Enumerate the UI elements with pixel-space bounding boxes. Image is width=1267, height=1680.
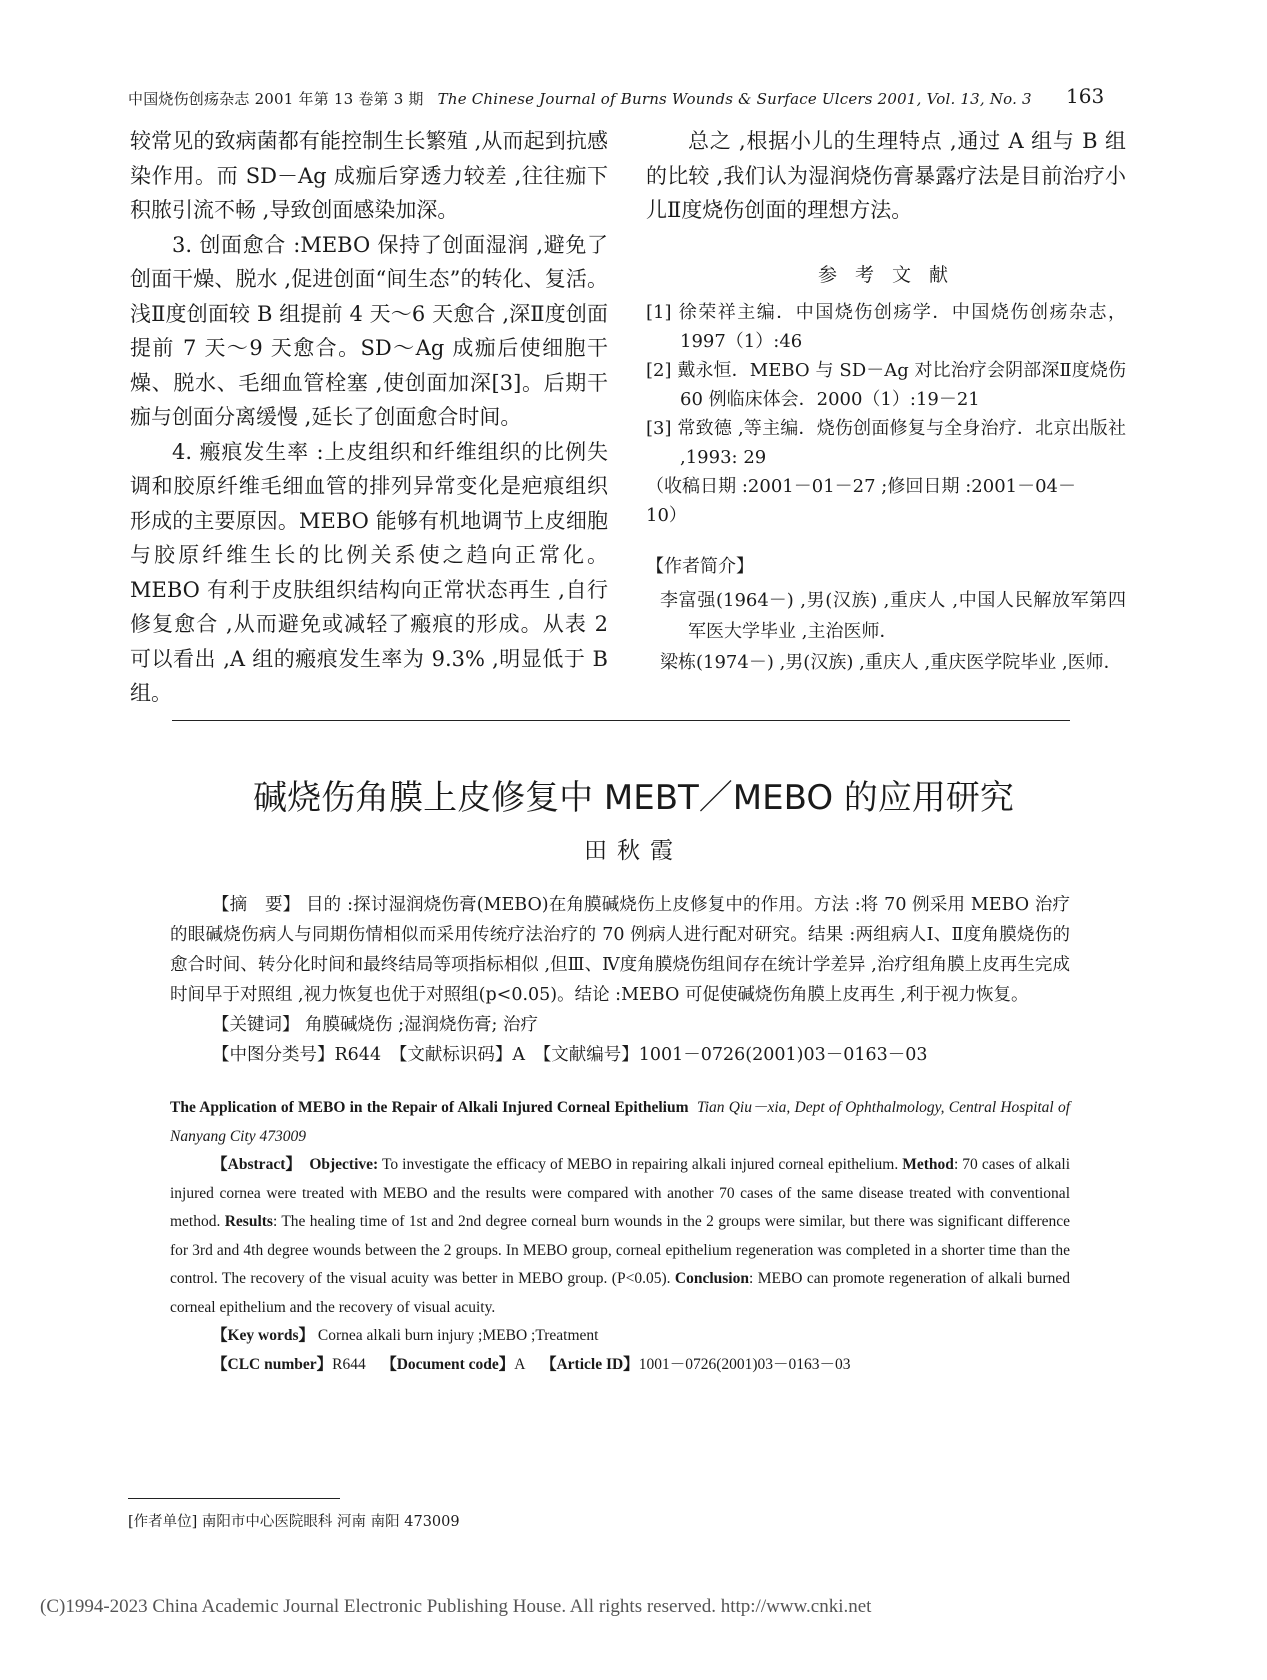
article-id-label: 【Article ID】 — [540, 1355, 639, 1373]
received-dates: （收稿日期 :2001－01－27 ;修回日期 :2001－04－10） — [646, 476, 1076, 526]
keywords-label-en: 【Key words】 — [212, 1327, 315, 1344]
conclusion-text: : MEBO can promote regeneration of alkali burned corneal epithelium and the recovery of visual acuity. — [170, 1270, 1070, 1316]
journal-name-en: The Chinese Journal of Burns Wounds & Surface Ulcers 2001, Vol. 13, No. 3 — [437, 90, 1032, 108]
left-column — [130, 124, 608, 711]
copyright-watermark: (C)1994-2023 China Academic Journal Electronic Publishing House. All rights reserved. http://www.cnki.net — [40, 1596, 872, 1617]
running-header — [128, 88, 1032, 109]
body-paragraph: 较常见的致病菌都有能控制生长繁殖 ,从而起到抗感染作用。而 SD－Ag 成痂后穿透力较差 ,往往痂下积脓引流不畅 ,导致创面感染加深。 — [130, 129, 608, 222]
references-heading: 参 考 文 献 — [817, 263, 955, 286]
objective-text: To investigate the efficacy of MEBO in repairing alkali injured corneal epithelium. — [378, 1156, 899, 1173]
method-label: Method — [902, 1156, 954, 1173]
author-bio: 梁栋(1974－) ,男(汉族) ,重庆人 ,重庆医学院毕业 ,医师． — [660, 651, 1122, 673]
journal-name-cn: 中国烧伤创疡杂志 2001 年第 13 卷第 3 期 — [128, 90, 424, 108]
article-id-value: 1001－0726(2001)03－0163－03 — [638, 1355, 851, 1373]
author-bio-heading: 【作者简介】 — [646, 556, 754, 577]
english-affiliation: Tian Qiu－xia, Dept of Ophthalmology, Central Hospital of Nanyang City 473009 — [170, 1099, 1070, 1145]
clc-value: R644 — [332, 1355, 366, 1373]
keywords-text-en: Cornea alkali burn injury ;MEBO ;Treatment — [314, 1327, 599, 1344]
reference-item: [2] 戴永恒．MEBO 与 SD－Ag 对比治疗会阴部深Ⅱ度烧伤 60 例临床体会．2000（1）:19－21 — [646, 360, 1126, 410]
chinese-abstract — [170, 890, 1070, 1070]
english-title: The Application of MEBO in the Repair of Alkali Injured Corneal Epithelium — [170, 1099, 689, 1116]
body-paragraph: 4. 瘢痕发生率 :上皮组织和纤维组织的比例失调和胶原纤维毛细血管的排列异常变化是疤痕组织形成的主要原因。MEBO 能够有机地调节上皮细胞与胶原纤维生长的比例关系使之趋向正常化。MEBO 有利于皮肤组织结构向正常状态再生 ,自行修复愈合 ,从而避免或减轻了瘢痕的形成。从表 2 可以看出 ,A 组的瘢痕发生率为 9.3% ,明显低于 B 组。 — [130, 439, 608, 705]
reference-item: [1] 徐荣祥主编．中国烧伤创疡学．中国烧伤创疡杂志，1997（1）:46 — [646, 302, 1126, 352]
keywords-cn: 【关键词】 角膜碱烧伤 ;湿润烧伤膏; 治疗 — [212, 1015, 538, 1035]
objective-label: Objective: — [309, 1156, 379, 1173]
footnote-divider — [128, 1498, 340, 1499]
conclusion-paragraph: 总之 ,根据小儿的生理特点 ,通过 A 组与 B 组的比较 ,我们认为湿润烧伤膏暴露疗法是目前治疗小儿Ⅱ度烧伤创面的理想方法。 — [646, 129, 1126, 222]
abstract-label-en: 【Abstract】 — [212, 1156, 302, 1173]
results-text: : The healing time of 1st and 2nd degree corneal burn wounds in the 2 groups were similar, but there was significant difference for 3rd and 4th degree wounds between the 2 groups. In MEBO group, corneal epithelium regeneration was completed in a shorter time than the control. The recovery of the visual acuity was better in MEBO group. (P<0.05). — [170, 1213, 1071, 1287]
section-divider — [172, 720, 1070, 721]
author-affiliation-footnote: [作者单位] 南阳市中心医院眼科 河南 南阳 473009 — [128, 1514, 460, 1530]
article-author: 田秋霞 — [584, 838, 683, 864]
document-code-value: A — [514, 1355, 526, 1373]
results-label: Results — [224, 1213, 273, 1230]
abstract-text-cn: 【摘 要】 目的 :探讨湿润烧伤膏(MEBO)在角膜碱烧伤上皮修复中的作用。方法 :将 70 例采用 MEBO 治疗的眼碱烧伤病人与同期伤情相似而采用传统疗法治疗的 70 例病人进行配对研究。结果 :两组病人Ⅰ、Ⅱ度角膜烧伤的愈合时间、转分化时间和最终结局等项指标相似 ,但Ⅲ、Ⅳ度角膜烧伤组间存在统计学差异 ,治疗组角膜上皮再生完成时间早于对照组 ,视力恢复也优于对照组(p<0.05)。结论 :MEBO 可促使碱烧伤角膜上皮再生 ,利于视力恢复。 — [170, 895, 1070, 1005]
reference-item: [3] 常致德 ,等主编．烧伤创面修复与全身治疗．北京出版社 ,1993: 29 — [646, 418, 1126, 468]
right-column — [646, 124, 1126, 678]
author-bio: 李富强(1964－) ,男(汉族) ,重庆人 ,中国人民解放军第四军医大学毕业 ,主治医师． — [660, 589, 1126, 642]
classification-cn: 【中图分类号】R644 【文献标识码】A 【文献编号】1001－0726(2001)03－0163－03 — [212, 1045, 928, 1065]
page-number: 163 — [1066, 84, 1105, 108]
clc-label: 【CLC number】 — [212, 1355, 333, 1373]
english-abstract — [170, 1094, 1070, 1379]
conclusion-label: Conclusion — [674, 1270, 749, 1287]
article-title: 碱烧伤角膜上皮修复中 MEBT／MEBO 的应用研究 — [253, 778, 1014, 818]
document-code-label: 【Document code】 — [381, 1355, 515, 1373]
method-text: : 70 cases of alkali injured cornea were treated with MEBO and the results were compared with another 70 cases of the same disease treated with conventional method. — [170, 1156, 1071, 1230]
body-paragraph: 3. 创面愈合 :MEBO 保持了创面湿润 ,避免了创面干燥、脱水 ,促进创面“间生态”的转化、复活。浅Ⅱ度创面较 B 组提前 4 天～6 天愈合 ,深Ⅱ度创面提前 7 天～9 天愈合。SD～Ag 成痂后使细胞干燥、脱水、毛细血管栓塞 ,使创面加深[3]。后期干痂与创面分离缓慢 ,延长了创面愈合时间。 — [130, 232, 608, 429]
